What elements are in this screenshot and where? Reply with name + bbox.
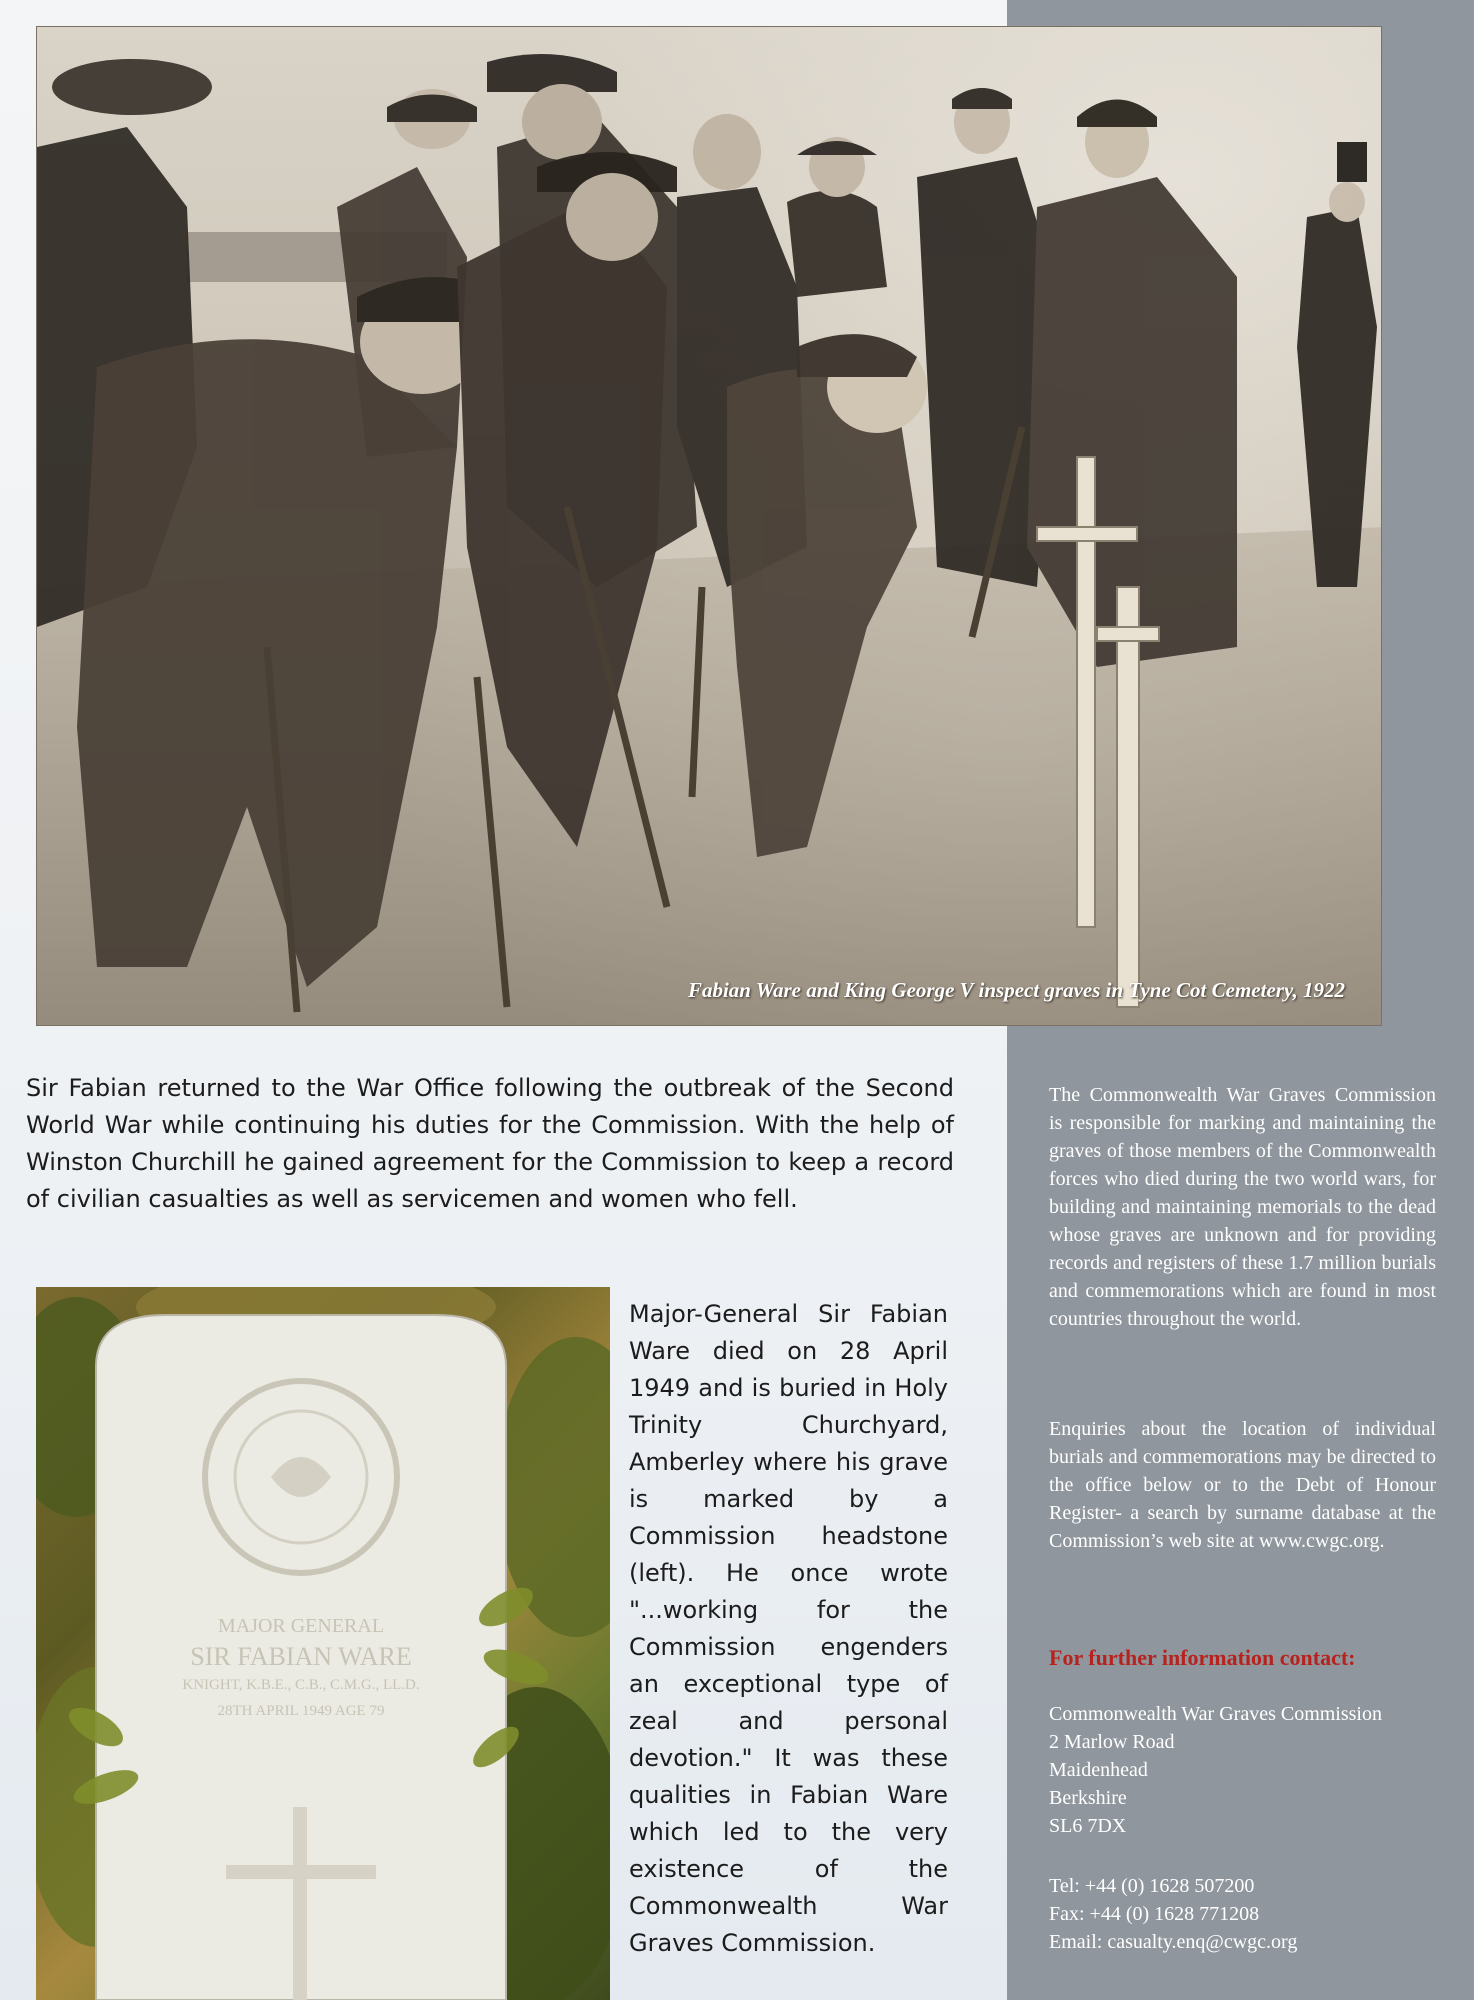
headstone-photo bbox=[36, 1287, 610, 2000]
headstone-illustration bbox=[36, 1287, 610, 2000]
contact-address bbox=[1049, 1700, 1449, 1840]
sidebar-enquiries: Enquiries about the location of individual burials and commemorations may be directed to the office below or to the Debt of Honour Register- a search by surname database at the Commission’s web site at www.cwgc.org. bbox=[1049, 1418, 1436, 1552]
contact-telecom bbox=[1049, 1872, 1449, 1956]
contact-tel: Tel: +44 (0) 1628 507200 bbox=[1049, 1875, 1255, 1897]
photo-caption: Fabian Ware and King George V inspect graves in Tyne Cot Cemetery, 1922 bbox=[687, 978, 1345, 1002]
address-line: Maidenhead bbox=[1049, 1759, 1148, 1781]
address-line: Commonwealth War Graves Commission bbox=[1049, 1703, 1382, 1725]
sidebar-about: The Commonwealth War Graves Commission is responsible for marking and maintaining the graves of those members of the Commonwealth forces who died during the two world wars, for building and maintaining memorials to the dead whose graves are unknown and for providing records and registers of these 1.7 million burials and commemorations which are found in most countries throughout the world. bbox=[1049, 1084, 1436, 1330]
headstone-rank: MAJOR GENERAL bbox=[217, 1615, 385, 1637]
address-line: 2 Marlow Road bbox=[1049, 1731, 1175, 1753]
contact-heading: For further information contact: bbox=[1049, 1645, 1356, 1670]
contact-fax: Fax: +44 (0) 1628 771208 bbox=[1049, 1903, 1260, 1925]
intro-paragraph: Sir Fabian returned to the War Office following the outbreak of the Second World War while continuing his duties for the Commission. With the help of Winston Churchill he gained agreement for the Commission to keep a record of civilian casualties as well as servicemen and women who fell. bbox=[26, 1074, 954, 1213]
headstone-honours: KNIGHT, K.B.E., C.B., C.M.G., LL.D. bbox=[182, 1677, 420, 1693]
bio-paragraph: Major-General Sir Fabian Ware died on 28 April 1949 and is buried in Holy Trinity Churchyard, Amberley where his grave is marked by a Commission headstone (left). He once wrote "...working for the Commission engenders an exceptional type of zeal and personal devotion." It was these qualities in Fabian Ware which led to the very existence of the Commonwealth War Graves Commission. bbox=[629, 1300, 948, 1957]
historical-photo bbox=[36, 26, 1382, 1026]
headstone-date: 28TH APRIL 1949 AGE 79 bbox=[217, 1703, 385, 1719]
photo-illustration bbox=[37, 27, 1382, 1026]
contact-email: Email: casualty.enq@cwgc.org bbox=[1049, 1931, 1298, 1953]
address-line: Berkshire bbox=[1049, 1787, 1127, 1809]
address-line: SL6 7DX bbox=[1049, 1815, 1127, 1837]
headstone-name: SIR FABIAN WARE bbox=[190, 1642, 412, 1671]
